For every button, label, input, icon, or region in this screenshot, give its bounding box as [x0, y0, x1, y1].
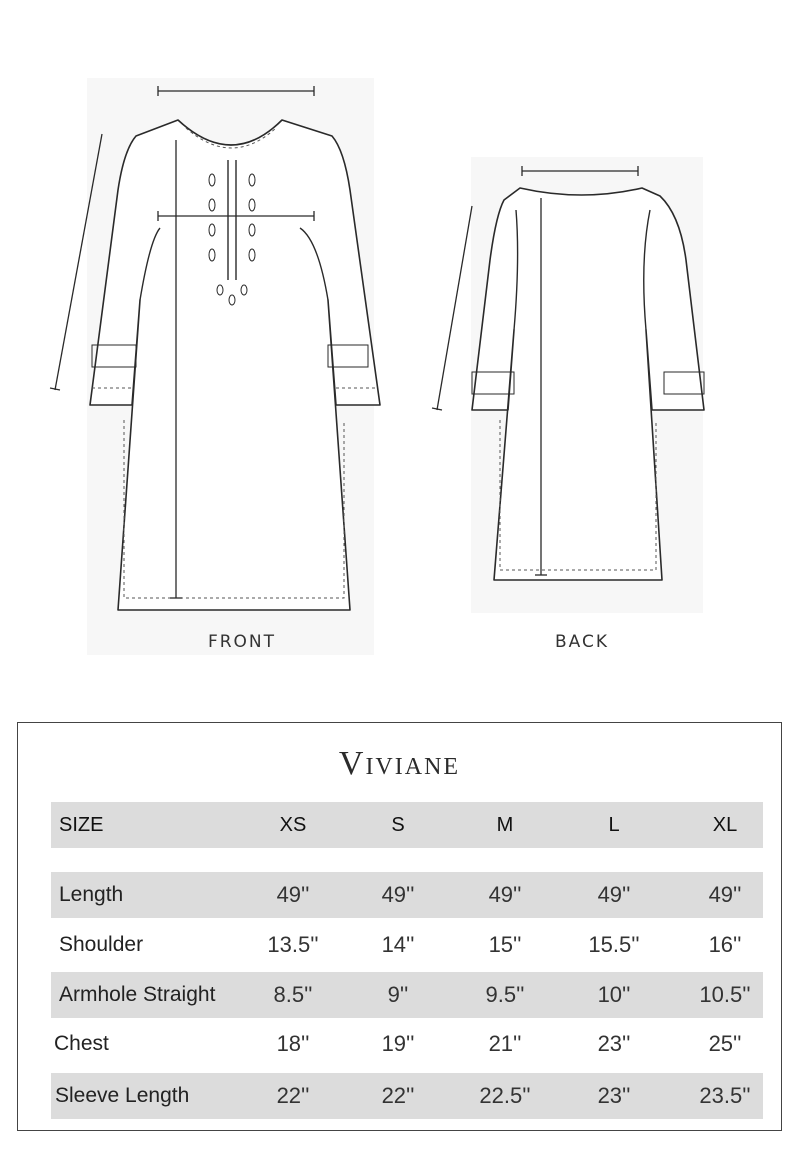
table-cell: 22.5'': [479, 1083, 531, 1108]
row-label: Shoulder: [59, 933, 144, 956]
table-cell: 10.5'': [699, 982, 751, 1007]
table-cell: 14'': [381, 932, 415, 957]
table-cell: 22'': [381, 1083, 415, 1108]
product-title: Viviane: [338, 745, 461, 782]
table-row-shoulder: [51, 922, 763, 968]
table-cell: 49'': [597, 882, 631, 907]
table-cell: 8.5'': [273, 982, 313, 1007]
table-cell: 49'': [488, 882, 522, 907]
table-cell: 49'': [708, 882, 742, 907]
size-col-xs: XS: [279, 814, 307, 836]
size-chart-table: [17, 722, 782, 1131]
table-cell: 23.5'': [699, 1083, 751, 1108]
table-row-armhole: [51, 972, 763, 1018]
table-row-length: [51, 872, 763, 918]
table-cell: 19'': [381, 1031, 415, 1056]
back-label: BACK: [554, 632, 609, 652]
table-row-chest: [51, 1021, 763, 1067]
table-cell: 15.5'': [588, 932, 640, 957]
table-cell: 49'': [276, 882, 310, 907]
table-cell: 23'': [597, 1083, 631, 1108]
front-label: FRONT: [207, 632, 277, 652]
size-header-label: SIZE: [59, 814, 104, 836]
table-cell: 16'': [708, 932, 742, 957]
size-col-s: S: [391, 814, 405, 836]
row-label: Chest: [54, 1032, 109, 1055]
size-col-xl: XL: [712, 814, 738, 836]
table-cell: 18'': [276, 1031, 310, 1056]
row-label: Armhole Straight: [59, 983, 216, 1006]
table-cell: 10'': [597, 982, 631, 1007]
table-cell: 21'': [488, 1031, 522, 1056]
size-col-m: M: [496, 814, 514, 836]
size-col-l: L: [608, 814, 620, 836]
table-cell: 15'': [488, 932, 522, 957]
table-row-sleeve-length: [51, 1073, 763, 1119]
table-cell: 13.5'': [267, 932, 319, 957]
row-label: Sleeve Length: [55, 1084, 190, 1107]
size-header-row: [51, 802, 763, 848]
table-cell: 23'': [597, 1031, 631, 1056]
table-cell: 49'': [381, 882, 415, 907]
row-label: Length: [59, 883, 124, 906]
table-cell: 9.5'': [485, 982, 525, 1007]
table-cell: 25'': [708, 1031, 742, 1056]
table-cell: 22'': [276, 1083, 310, 1108]
table-cell: 9'': [387, 982, 409, 1007]
